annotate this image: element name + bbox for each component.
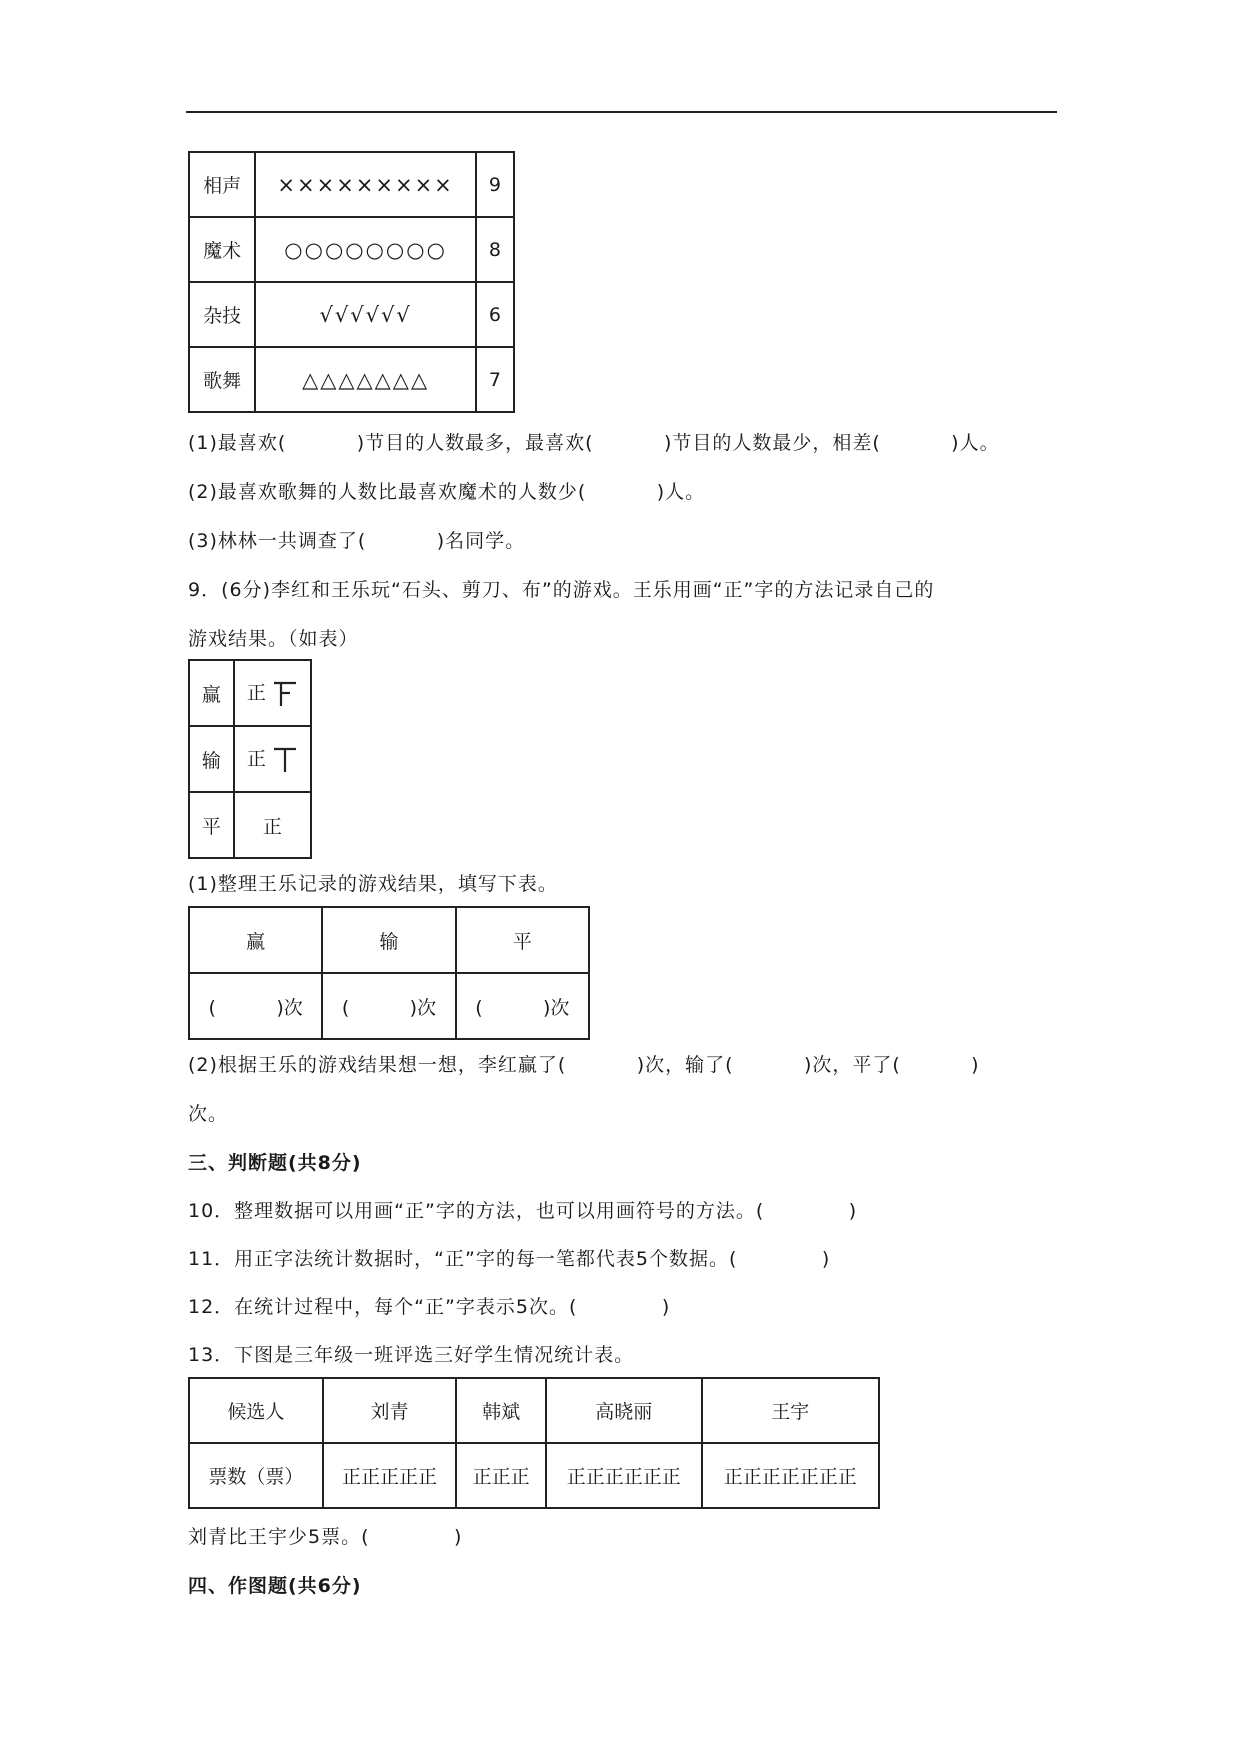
vote-header: 候选人 <box>189 1378 323 1443</box>
vote-header: 高晓丽 <box>546 1378 702 1443</box>
tally-stroke-icon <box>272 746 298 774</box>
vote-cell: 正正正正正正 <box>546 1443 702 1508</box>
fill-cell: ( )次 <box>189 973 322 1039</box>
q13-statement: 刘青比王宇少5票。( ) <box>188 1526 463 1548</box>
fill-header: 输 <box>322 907 455 973</box>
fill-cell: ( )次 <box>322 973 455 1039</box>
tally-label: 赢 <box>189 660 234 726</box>
header-rule <box>186 111 1057 113</box>
vote-cell: 正正正正正正正 <box>702 1443 879 1508</box>
q9-line1: 9．(6分)李红和王乐玩“石头、剪刀、布”的游戏。王乐用画“正”字的方法记录自己的 <box>188 579 935 601</box>
vote-cell: 票数（票） <box>189 1443 323 1508</box>
table-row-marks: √√√√√√ <box>255 282 475 347</box>
table-row-marks: ××××××××× <box>255 152 475 217</box>
q9-sub2-line2: 次。 <box>188 1103 229 1125</box>
section4-heading: 四、作图题(共6分) <box>188 1575 362 1597</box>
table-row-label: 魔术 <box>189 217 255 282</box>
table-row-count: 6 <box>476 282 514 347</box>
section3-heading: 三、判断题(共8分) <box>188 1152 362 1174</box>
q12: 12．在统计过程中，每个“正”字表示5次。( ) <box>188 1296 671 1318</box>
tally-label: 输 <box>189 726 234 792</box>
vote-table <box>188 1377 880 1509</box>
q8-sub1: (1)最喜欢( )节目的人数最多，最喜欢( )节目的人数最少，相差( )人。 <box>188 432 1000 454</box>
q13: 13．下图是三年级一班评选三好学生情况统计表。 <box>188 1344 635 1366</box>
q10: 10．整理数据可以用画“正”字的方法，也可以用画符号的方法。( ) <box>188 1200 858 1222</box>
survey-table <box>188 151 515 413</box>
fill-cell: ( )次 <box>456 973 589 1039</box>
q8-sub2: (2)最喜欢歌舞的人数比最喜欢魔术的人数少( )人。 <box>188 481 706 503</box>
q9-sub2-line1: (2)根据王乐的游戏结果想一想，李红赢了( )次，输了( )次，平了( ) <box>188 1054 980 1076</box>
vote-header: 王宇 <box>702 1378 879 1443</box>
tally-mark: 正 <box>234 726 311 792</box>
tally-label: 平 <box>189 792 234 858</box>
table-row-marks: ○○○○○○○○ <box>255 217 475 282</box>
table-row-label: 歌舞 <box>189 347 255 412</box>
fill-table <box>188 906 590 1040</box>
table-row-label: 相声 <box>189 152 255 217</box>
table-row-count: 9 <box>476 152 514 217</box>
q9-line2: 游戏结果。（如表） <box>188 628 359 650</box>
vote-cell: 正正正正正 <box>323 1443 457 1508</box>
table-row-count: 8 <box>476 217 514 282</box>
vote-header: 韩斌 <box>456 1378 546 1443</box>
tally-mark: 正 <box>234 792 311 858</box>
fill-header: 赢 <box>189 907 322 973</box>
table-row-marks: △△△△△△△ <box>255 347 475 412</box>
q11: 11．用正字法统计数据时，“正”字的每一笔都代表5个数据。( ) <box>188 1248 831 1270</box>
fill-header: 平 <box>456 907 589 973</box>
table-row-label: 杂技 <box>189 282 255 347</box>
q8-sub3: (3)林林一共调查了( )名同学。 <box>188 530 526 552</box>
vote-cell: 正正正 <box>456 1443 546 1508</box>
tally-table <box>188 659 312 859</box>
tally-mark: 正 <box>234 660 311 726</box>
tally-stroke-icon <box>272 680 298 708</box>
vote-header: 刘青 <box>323 1378 457 1443</box>
table-row-count: 7 <box>476 347 514 412</box>
q9-sub1: (1)整理王乐记录的游戏结果，填写下表。 <box>188 873 558 895</box>
